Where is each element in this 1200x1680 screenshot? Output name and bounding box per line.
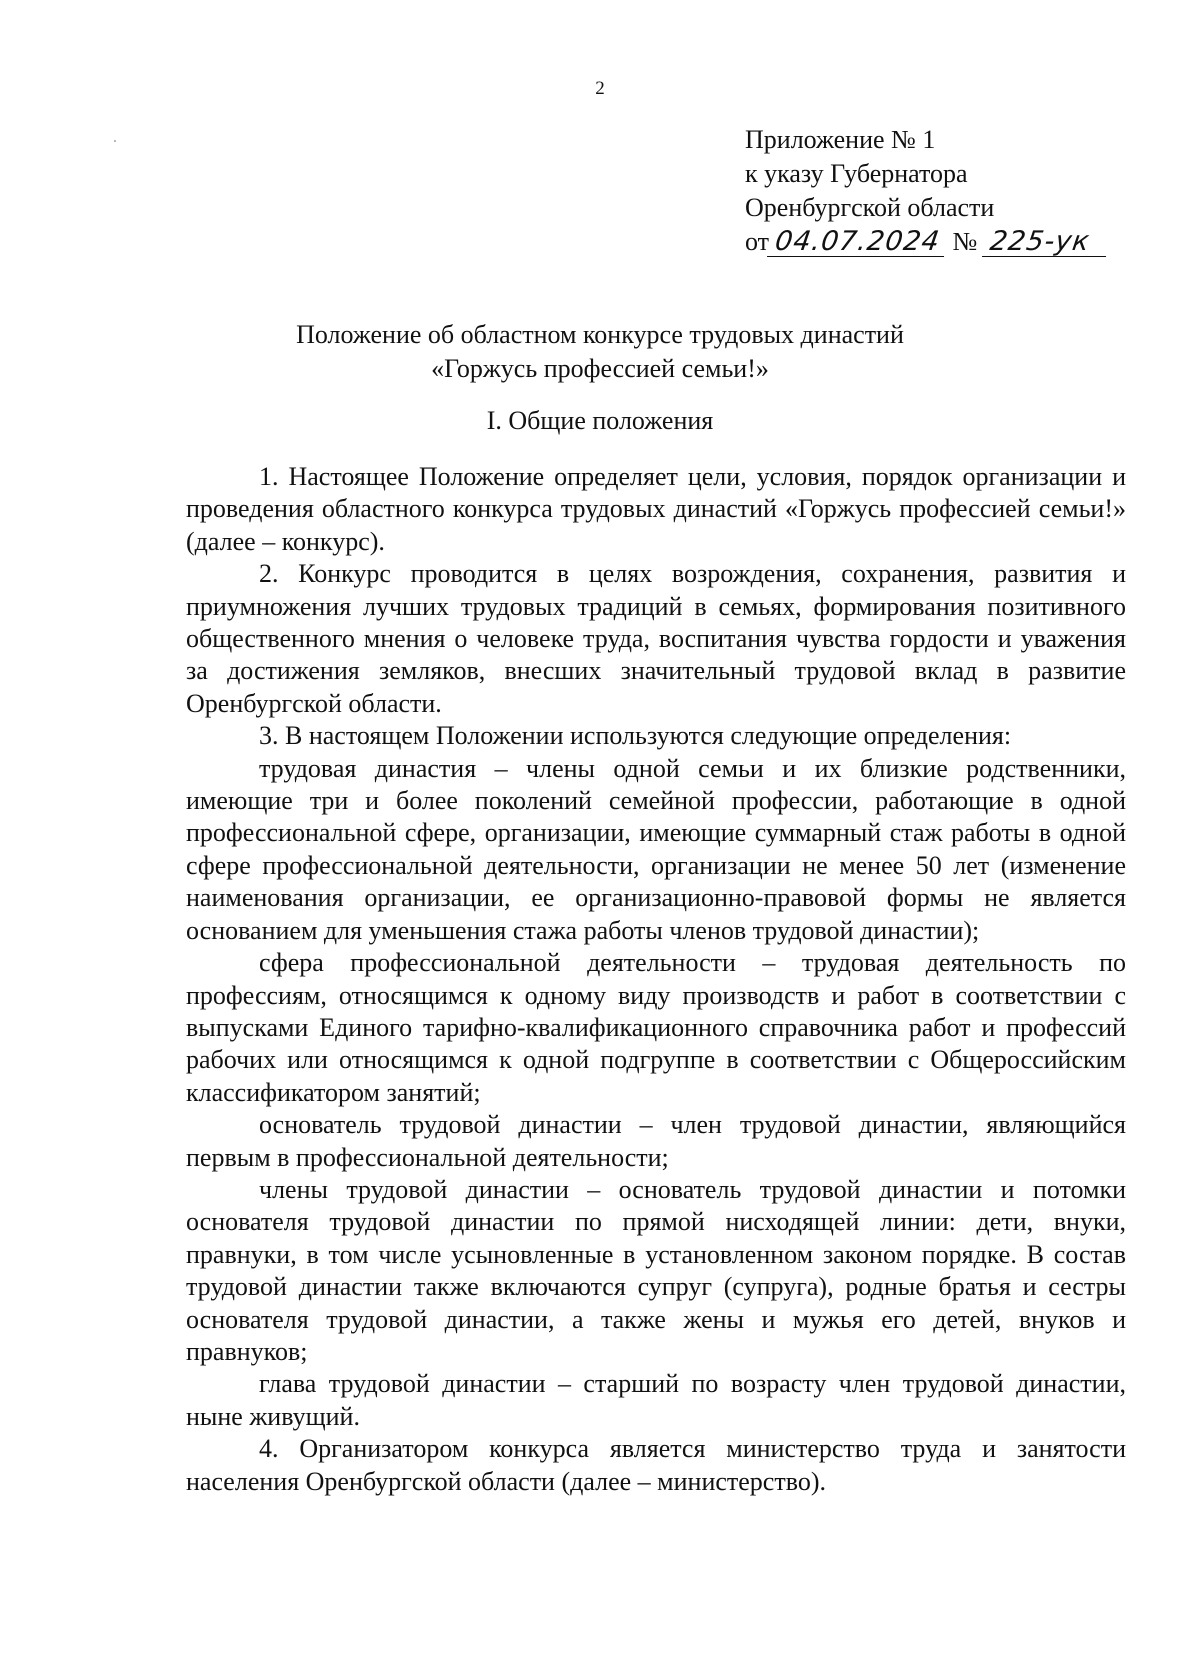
handwritten-date: 04.07.2024 (767, 228, 948, 257)
paragraph-4: 4. Организатором конкурса является министерство труда и занятости населения Оренбургской области (далее – министерство). (186, 1434, 1126, 1496)
definition-professional-sphere: сфера профессиональной деятельности – трудовая деятельность по профессиям, относящимся к одному виду производств и работ в соответствии с выпусками Единого тарифно-квалификационного справочника работ и профессий рабочих или относящимся к одной подгруппе в соответствии с Общероссийским классификатором занятий; (186, 948, 1126, 1107)
number-label: № (952, 227, 978, 256)
appendix-date-line (745, 225, 1165, 259)
body-text (186, 461, 1126, 1498)
from-label: от (745, 227, 770, 256)
paragraph-2: 2. Конкурс проводится в целях возрождения, сохранения, развития и приумножения лучших трудовых традиций в семьях, формирования позитивного общественного мнения о человеке труда, воспитания чувства гордости и уважения за достижения земляков, внесших значительный трудовой вклад в развитие Оренбургской области. (186, 559, 1126, 718)
document-title-line-1: Положение об областном конкурсе трудовых династий (296, 320, 904, 349)
scan-speck (114, 140, 116, 142)
definition-dynasty-head: глава трудовой династии – старший по возрасту член трудовой династии, ныне живущий. (186, 1369, 1126, 1431)
appendix-line-3: Оренбургской области (745, 193, 995, 222)
handwritten-number: 225-ук (982, 228, 1110, 257)
section-heading: I. Общие положения (486, 406, 714, 435)
paragraph-3: 3. В настоящем Положении используются следующие определения: (259, 721, 1012, 751)
page-number: 2 (595, 78, 605, 99)
document-title-line-2: «Горжусь профессией семьи!» (431, 354, 769, 383)
definition-dynasty-members: члены трудовой династии – основатель трудовой династии и потомки основателя трудовой династии по прямой нисходящей линии: дети, внуки, правнуки, в том числе усыновленные в установленном законом порядке. В состав трудовой династии также включаются супруг (супруга), родные братья и сестры основателя трудовой династии, а также жены и мужья его детей, внуков и правнуков; (186, 1174, 1126, 1366)
appendix-line-1: Приложение № 1 (745, 125, 936, 154)
definition-dynasty-founder: основатель трудовой династии – член трудовой династии, являющийся первым в профессиональной деятельности; (186, 1110, 1126, 1172)
appendix-line-2: к указу Губернатора (745, 159, 968, 188)
definition-labor-dynasty: трудовая династия – члены одной семьи и их близкие родственники, имеющие три и более поколений семейной профессии, работающие в одной профессиональной сфере, организации, имеющие суммарный стаж работы в одной сфере профессиональной деятельности, организации не менее 50 лет (изменение наименования организации, ее организационно-правовой формы не является основанием для уменьшения стажа работы членов трудовой династии); (186, 753, 1126, 945)
document-title (0, 318, 1200, 386)
appendix-block (745, 123, 1165, 259)
paragraph-1: 1. Настоящее Положение определяет цели, условия, порядок организации и проведения областного конкурса трудовых династий «Горжусь профессией семьи!» (далее – конкурс). (186, 462, 1126, 556)
